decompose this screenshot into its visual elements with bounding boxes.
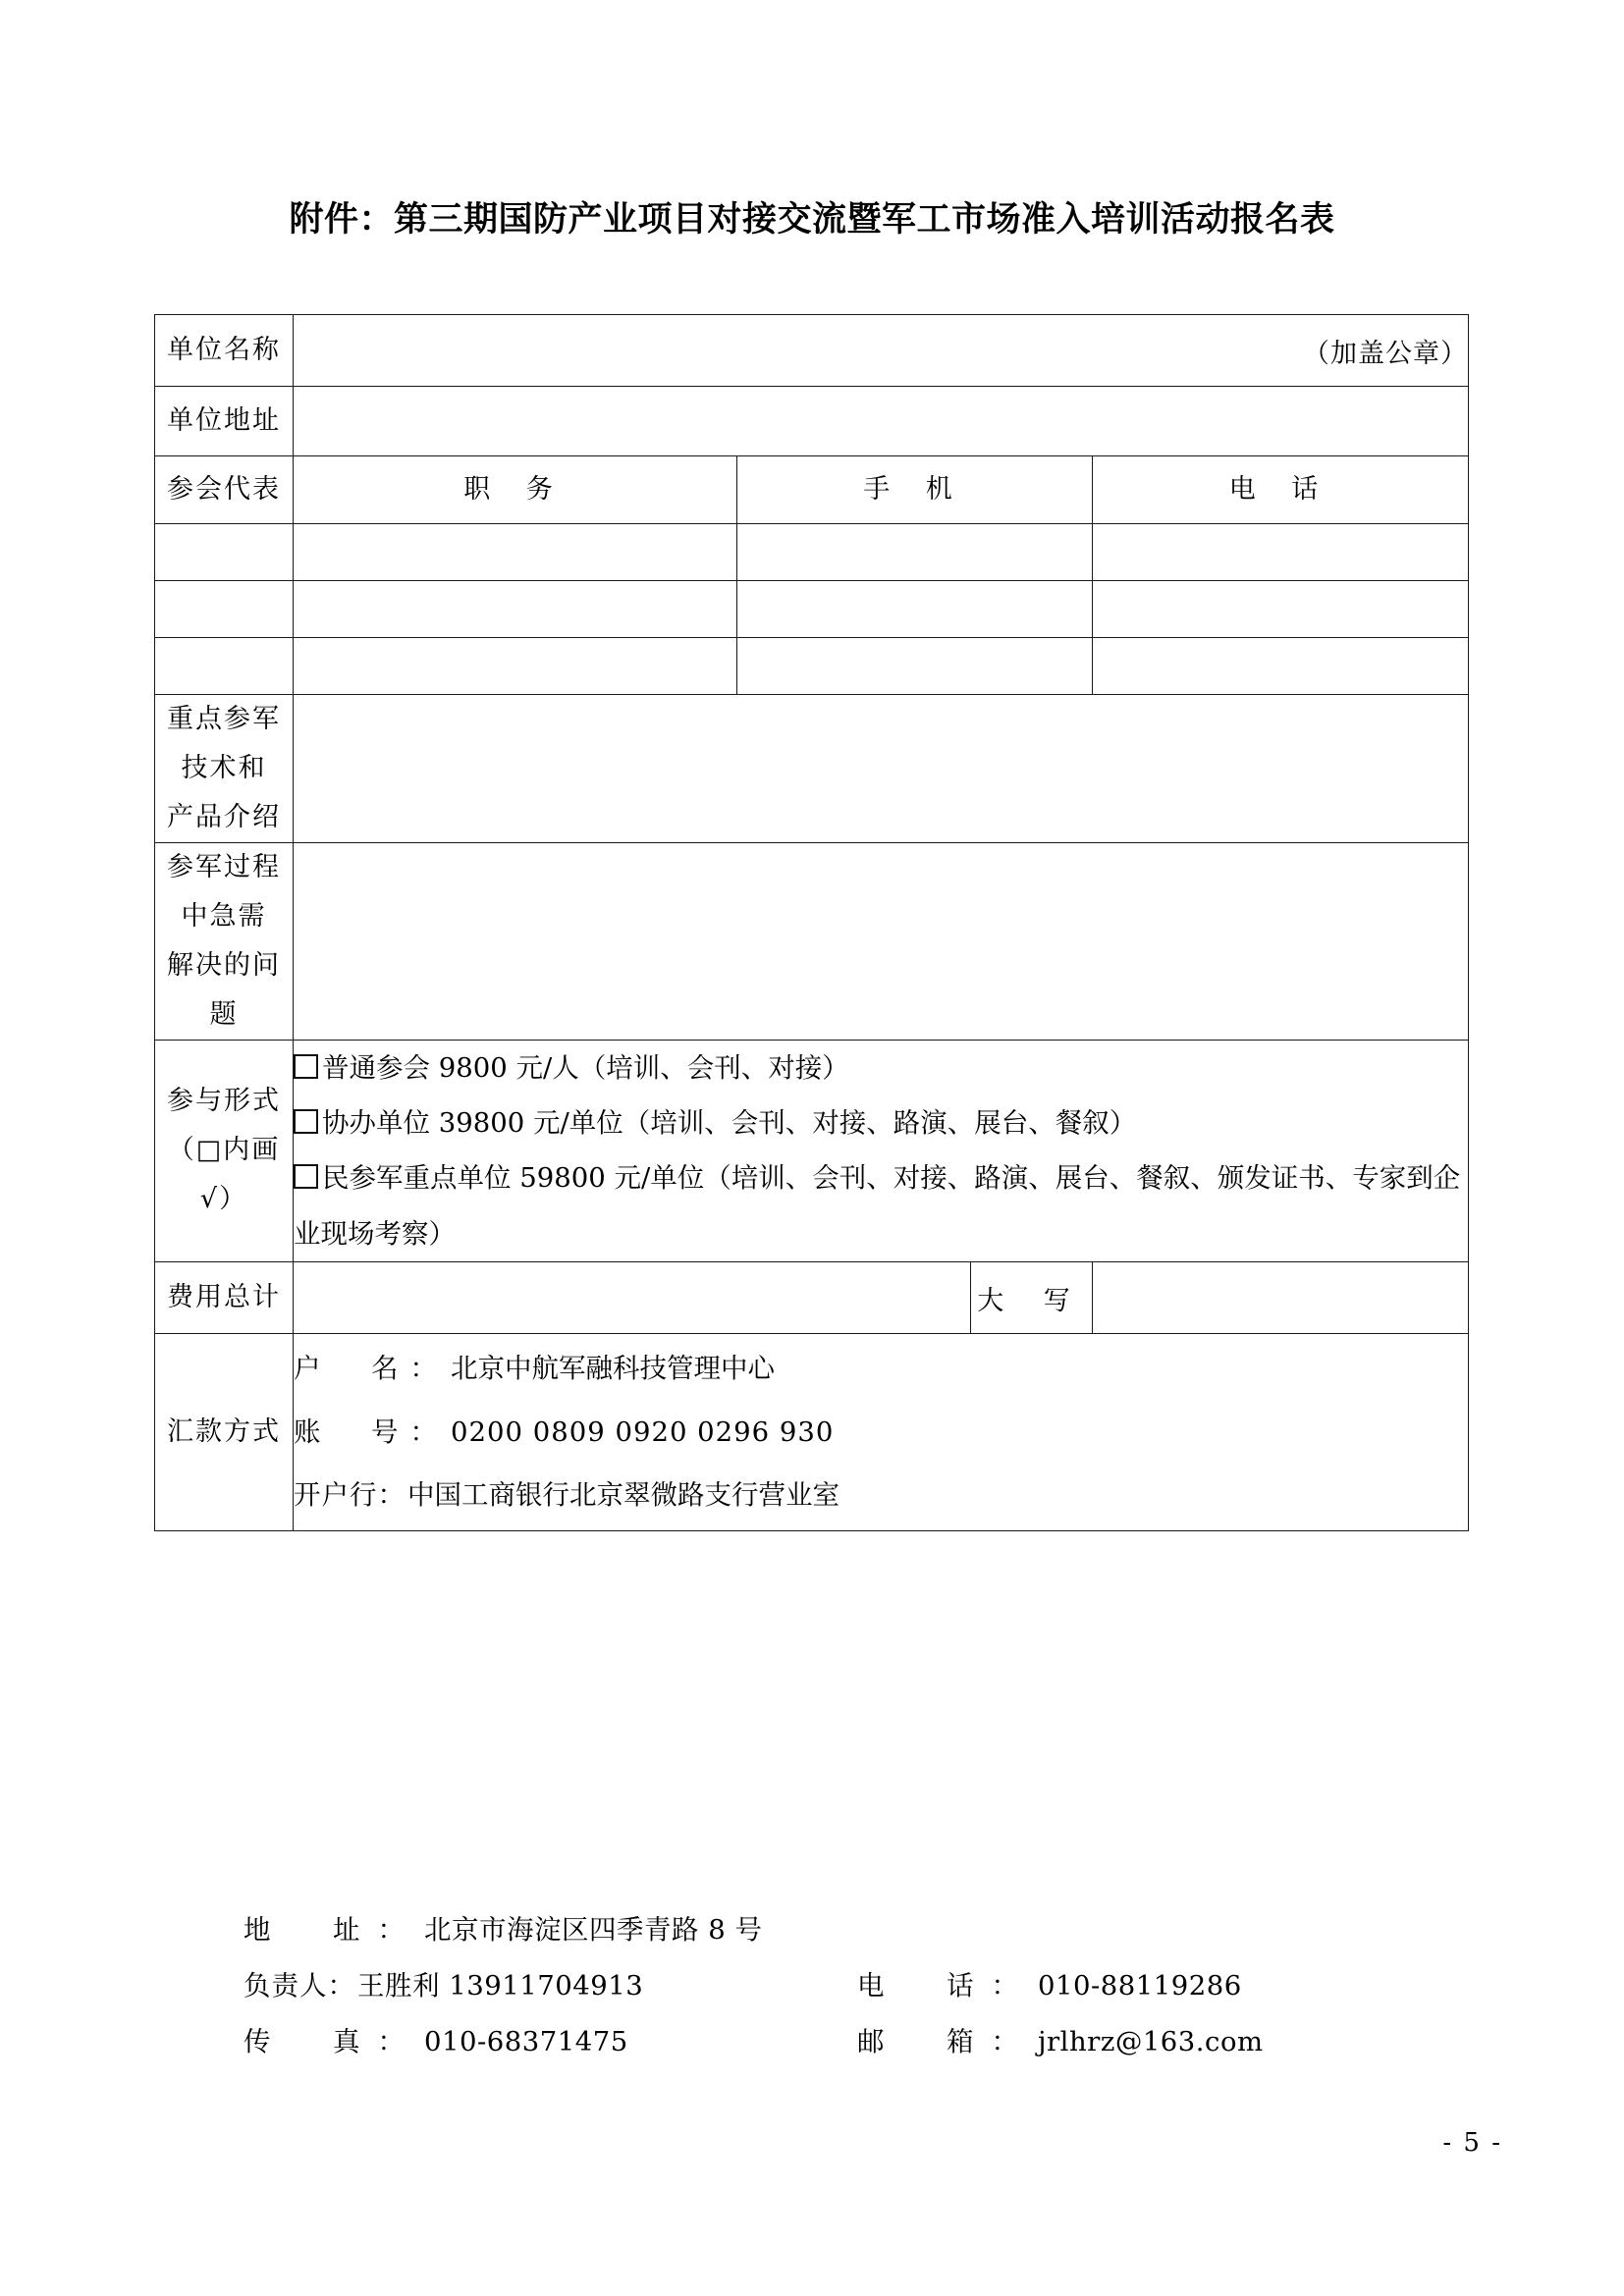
contact-email-key: 邮 箱：: [857, 2026, 1036, 2057]
delegate-name-cell[interactable]: [155, 524, 294, 581]
column-header-position: 职 务: [294, 456, 737, 524]
delegate-mobile-cell[interactable]: [737, 524, 1093, 581]
page-title: 附件：第三期国防产业项目对接交流暨军工市场准入培训活动报名表: [289, 200, 1335, 240]
contact-fax-value: 010-68371475: [424, 2026, 628, 2057]
checkbox-icon[interactable]: [294, 1109, 318, 1134]
contact-row-manager-phone: [244, 1958, 1500, 2014]
contact-email[interactable]: [857, 2014, 1264, 2070]
contact-address-key: 地 址：: [244, 1914, 422, 1946]
remittance-account-name-key: 户 名：: [294, 1353, 449, 1385]
key-technology-label: [155, 695, 294, 843]
table-row: [155, 581, 1469, 638]
table-row-unit-address: [155, 387, 1469, 456]
participation-label: [155, 1040, 294, 1262]
checkbox-icon[interactable]: [294, 1054, 318, 1079]
fee-in-words-label: 大 写: [971, 1262, 1093, 1334]
contact-manager: [244, 1958, 643, 2014]
remittance-account-number-key: 账 号：: [294, 1415, 449, 1448]
contact-row-fax-email: [244, 2014, 1500, 2070]
contact-email-value: jrlhrz@163.com: [1038, 2026, 1264, 2057]
table-row-key-technology: [155, 695, 1469, 843]
table-row-delegate-header: [155, 456, 1469, 524]
participation-option-3[interactable]: [294, 1150, 1468, 1261]
participation-label-line1: 参与形式: [167, 1086, 281, 1117]
table-row-remittance: [155, 1334, 1469, 1531]
remittance-account-number-row: [294, 1401, 1468, 1465]
key-technology-value-cell[interactable]: [294, 695, 1469, 843]
fee-total-value-cell[interactable]: [294, 1262, 971, 1334]
key-technology-label-line2: 产品介绍: [167, 801, 281, 832]
contact-row-address: [244, 1902, 1500, 1958]
table-row-fee-total: [155, 1262, 1469, 1334]
registration-form-table: [154, 314, 1469, 1531]
contact-manager-key: 负责人：: [244, 1970, 355, 2002]
seal-note: （加盖公章）: [1303, 338, 1469, 369]
unit-address-label: 单位地址: [155, 387, 294, 456]
remittance-account-name-value: 北京中航军融科技管理中心: [451, 1353, 775, 1385]
urgent-problem-value-cell[interactable]: [294, 842, 1469, 1040]
column-header-phone: 电 话: [1093, 456, 1469, 524]
remittance-details-cell: [294, 1334, 1469, 1531]
delegate-phone-cell[interactable]: [1093, 581, 1469, 638]
urgent-problem-label-line2: 解决的问题: [167, 949, 281, 1030]
participation-option-1[interactable]: [294, 1041, 1468, 1095]
delegate-mobile-cell[interactable]: [737, 581, 1093, 638]
table-row-urgent-problem: [155, 842, 1469, 1040]
urgent-problem-label: [155, 842, 294, 1040]
contact-phone-value: 010-88119286: [1038, 1970, 1242, 2002]
delegate-position-cell[interactable]: [294, 581, 737, 638]
remittance-account-number-value: 0200 0809 0920 0296 930: [451, 1415, 835, 1448]
table-row-unit-name: [155, 315, 1469, 387]
remittance-label: 汇款方式: [155, 1334, 294, 1531]
participation-option-1-label: 普通参会 9800 元/人（培训、会刊、对接）: [322, 1051, 849, 1084]
unit-name-label: 单位名称: [155, 315, 294, 387]
contact-phone: [857, 1958, 1242, 2014]
table-row: [155, 638, 1469, 695]
table-row: [155, 524, 1469, 581]
delegate-phone-cell[interactable]: [1093, 524, 1469, 581]
delegate-name-cell[interactable]: [155, 638, 294, 695]
remittance-account-name-row: [294, 1337, 1468, 1401]
contact-address: [244, 1902, 762, 1958]
remittance-bank-value: 中国工商银行北京翠微路支行营业室: [407, 1479, 839, 1512]
urgent-problem-label-line1: 参军过程中急需: [167, 851, 281, 932]
unit-name-value-cell[interactable]: [294, 315, 1469, 387]
remittance-bank-key: 开户行：: [294, 1479, 406, 1512]
table-row-participation: [155, 1040, 1469, 1262]
page-number: - 5 -: [1442, 2128, 1502, 2158]
delegate-phone-cell[interactable]: [1093, 638, 1469, 695]
participation-option-3-label: 民参军重点单位 59800 元/单位（培训、会刊、对接、路演、展台、餐叙、颁发证书、专家到企业现场考察）: [294, 1162, 1461, 1250]
checkbox-icon[interactable]: [294, 1164, 318, 1189]
delegate-position-cell[interactable]: [294, 638, 737, 695]
delegate-position-cell[interactable]: [294, 524, 737, 581]
participation-option-2-label: 协办单位 39800 元/单位（培训、会刊、对接、路演、展台、餐叙）: [322, 1106, 1137, 1139]
fee-total-label: 费用总计: [155, 1262, 294, 1334]
contact-phone-key: 电 话：: [857, 1970, 1036, 2002]
contact-manager-value: 王胜利 13911704913: [357, 1970, 644, 2002]
remittance-bank-row: [294, 1464, 1468, 1527]
unit-address-value-cell[interactable]: [294, 387, 1469, 456]
participation-label-line2: （□内画√）: [167, 1135, 281, 1215]
participation-option-2[interactable]: [294, 1095, 1468, 1150]
delegate-label: 参会代表: [155, 456, 294, 524]
column-header-mobile: 手 机: [737, 456, 1093, 524]
fee-in-words-value-cell[interactable]: [1093, 1262, 1469, 1334]
delegate-mobile-cell[interactable]: [737, 638, 1093, 695]
contact-fax-key: 传 真：: [244, 2026, 422, 2057]
contact-address-value: 北京市海淀区四季青路 8 号: [424, 1914, 763, 1946]
key-technology-label-line1: 重点参军技术和: [167, 704, 281, 783]
contact-fax: [244, 2014, 628, 2070]
participation-options-cell: [294, 1040, 1469, 1262]
delegate-name-cell[interactable]: [155, 581, 294, 638]
contact-block: [244, 1902, 1500, 2070]
